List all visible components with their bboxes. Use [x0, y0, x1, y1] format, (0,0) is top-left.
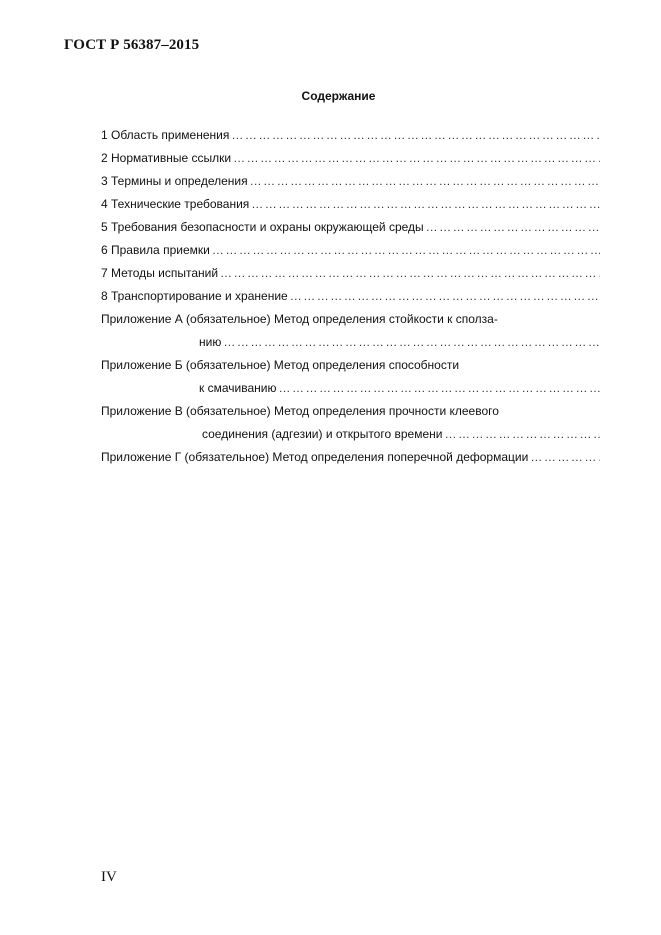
toc-entry-3[interactable]	[101, 174, 600, 197]
toc-leader-dots	[250, 174, 600, 189]
toc-leader-dots	[444, 427, 600, 442]
toc-leader-dots	[290, 289, 600, 304]
toc-leader-dots	[233, 151, 600, 166]
toc-entry-7[interactable]	[101, 266, 600, 289]
toc-entry-label: Приложение А (обязательное) Метод определения стойкости к сполза-	[101, 312, 498, 326]
toc-entry-label: Приложение В (обязательное) Метод определения прочности клеевого	[101, 404, 499, 418]
toc-entry-6[interactable]	[101, 243, 600, 266]
toc-entry-4[interactable]	[101, 197, 600, 220]
toc-entry-appendix-b-continuation[interactable]	[101, 381, 600, 404]
toc-entry-appendix-b[interactable]	[101, 358, 600, 381]
toc-entry-1[interactable]	[101, 128, 600, 151]
toc-entry-label: 1 Область применения	[101, 128, 230, 142]
document-header: ГОСТ Р 56387–2015	[64, 37, 200, 53]
toc-leader-dots	[223, 335, 600, 350]
toc-entry-label: 3 Термины и определения	[101, 174, 248, 188]
toc-leader-dots	[251, 197, 600, 212]
table-of-contents	[101, 128, 600, 473]
toc-entry-appendix-a-continuation[interactable]	[101, 335, 600, 358]
toc-title: Содержание	[301, 89, 376, 103]
toc-leader-dots	[220, 266, 600, 281]
toc-entry-label: 8 Транспортирование и хранение	[101, 289, 288, 303]
toc-entry-appendix-g[interactable]	[101, 450, 600, 473]
toc-entry-8[interactable]	[101, 289, 600, 312]
toc-entry-label-continuation: соединения (адгезии) и открытого времени	[202, 427, 443, 441]
toc-entry-label: 5 Требования безопасности и охраны окружающей среды	[101, 220, 424, 234]
toc-entry-5[interactable]	[101, 220, 600, 243]
toc-entry-label: Приложение Б (обязательное) Метод определения способности	[101, 358, 460, 372]
toc-entry-appendix-v-continuation[interactable]	[101, 427, 600, 450]
toc-leader-dots	[530, 450, 600, 465]
toc-leader-dots	[231, 128, 600, 143]
toc-leader-dots	[278, 381, 600, 396]
toc-entry-appendix-v[interactable]	[101, 404, 600, 427]
toc-leader-dots	[426, 220, 600, 235]
toc-leader-dots	[212, 243, 600, 258]
toc-entry-2[interactable]	[101, 151, 600, 174]
page-number: IV	[101, 869, 117, 885]
toc-entry-label: 7 Методы испытаний	[101, 266, 219, 280]
toc-entry-label: 4 Технические требования	[101, 197, 250, 211]
toc-entry-label-continuation: к смачиванию	[199, 381, 277, 395]
toc-entry-appendix-a[interactable]	[101, 312, 600, 335]
toc-entry-label: 2 Нормативные ссылки	[101, 151, 232, 165]
toc-entry-label-continuation: нию	[199, 335, 222, 349]
toc-entry-label: 6 Правила приемки	[101, 243, 210, 257]
toc-entry-label: Приложение Г (обязательное) Метод определения поперечной деформации	[101, 450, 529, 464]
